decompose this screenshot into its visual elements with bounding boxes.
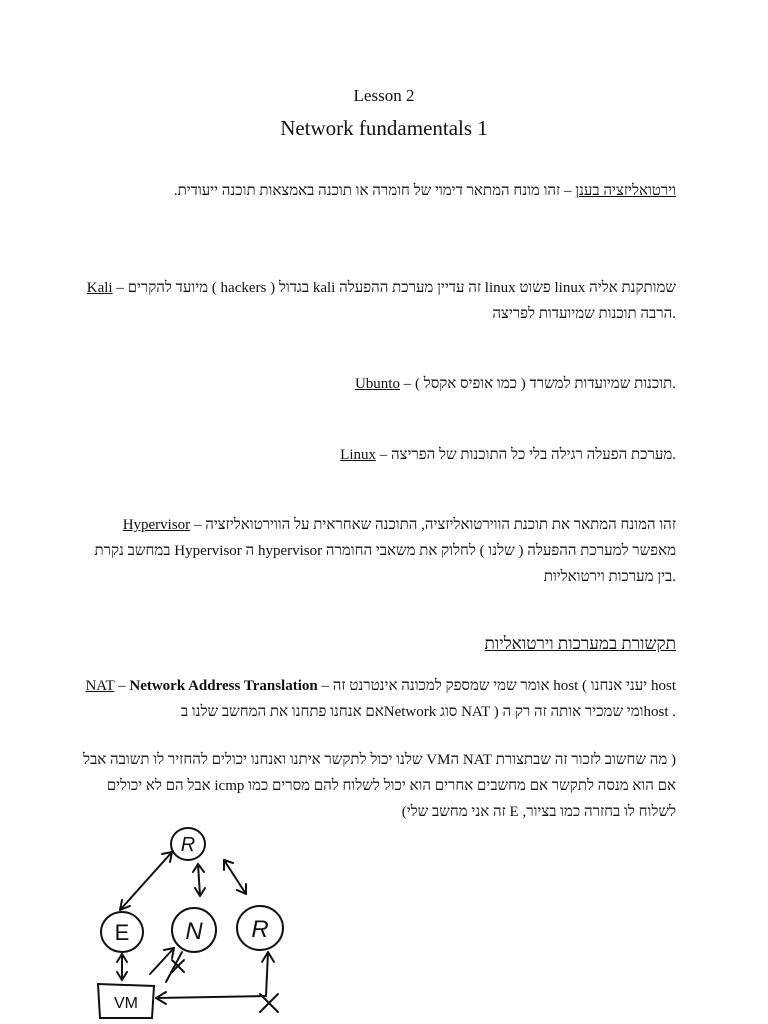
term: וירטואליזציה בענן [575, 183, 676, 199]
lesson-number: Lesson 2 [353, 86, 415, 105]
nat-definition: – אומר שמי שמספק למכונה אינטרנט זה host ( יעני אנחנו host אם אנחנו פתחנו את המחשב שלנו בNetwork סוג NAT ) ומי שמכיר אותה זה רק הhost . [180, 678, 676, 720]
paragraph-nat-note: ( מה שחשוב לזכור זה שבתצורת NAT הVM שלנו יכול לתקשר איתנו ואנחנו יכולים להחזיר לו תשובה אבל אם הוא מנסה לתקשר אם מחשבים אחרים הוא יכול לשלוח להם מסרים כמו icmp אבל הם לא יכולים לשלוח לו בחזרה כמו בציור, E זה אני מחשב שלי) [83, 752, 676, 820]
definition: – מערכת הפעלה רגילה בלי כל התוכנות של הפריצה. [376, 447, 676, 463]
node-label: VM [114, 995, 138, 1012]
definition: – זהו המונח המתאר את תוכנת הווירטואליזציה, התוכנה שאחראית על הווירטואליזציה במחשב נקרת Hypervisor ה hypervisor מאפשר למערכת ההפעלה ( שלנו ) לחלוק את משאבי החומרה בין מערכות וירטואליות. [94, 517, 676, 585]
section-heading: תקשורת במערכות וירטואליות [484, 634, 676, 653]
network-sketch [92, 822, 312, 1022]
definition: – מיועד להקרים ( hackers ) בגדול kali זה עדיין מערכת ההפעלה linux פשוט linux שמותקנת אליה הרבה תוכנות שמיועדות לפריצה. [112, 280, 676, 322]
paragraph-nat [80, 673, 676, 725]
term: Ubunto [354, 376, 400, 392]
definition: – תוכנות שמיועדות למשרד ( כמו אופיס אקסל ). [399, 376, 676, 392]
nat-full-name: Network Address Translation [129, 678, 318, 694]
nat-term: NAT [85, 678, 115, 694]
node-label: N [185, 918, 203, 945]
node-label: R [180, 834, 196, 856]
paragraph-kali [80, 275, 676, 327]
page-title: Network fundamentals 1 [280, 116, 488, 140]
definition: – זהו מונח המתאר דימוי של חומרה או תוכנה באמצאות תוכנה ייעודית. [173, 183, 576, 199]
nat-separator: – [114, 678, 130, 694]
paragraph-ubunto [80, 371, 676, 397]
paragraph-linux [80, 442, 676, 468]
term: Hypervisor [122, 517, 191, 533]
node-label: R [251, 916, 269, 943]
term: Kali [86, 280, 113, 296]
paragraph-cloud-virtualization [80, 178, 676, 204]
term: Linux [340, 447, 376, 463]
node-label: E [114, 920, 130, 945]
paragraph-hypervisor [80, 512, 676, 590]
